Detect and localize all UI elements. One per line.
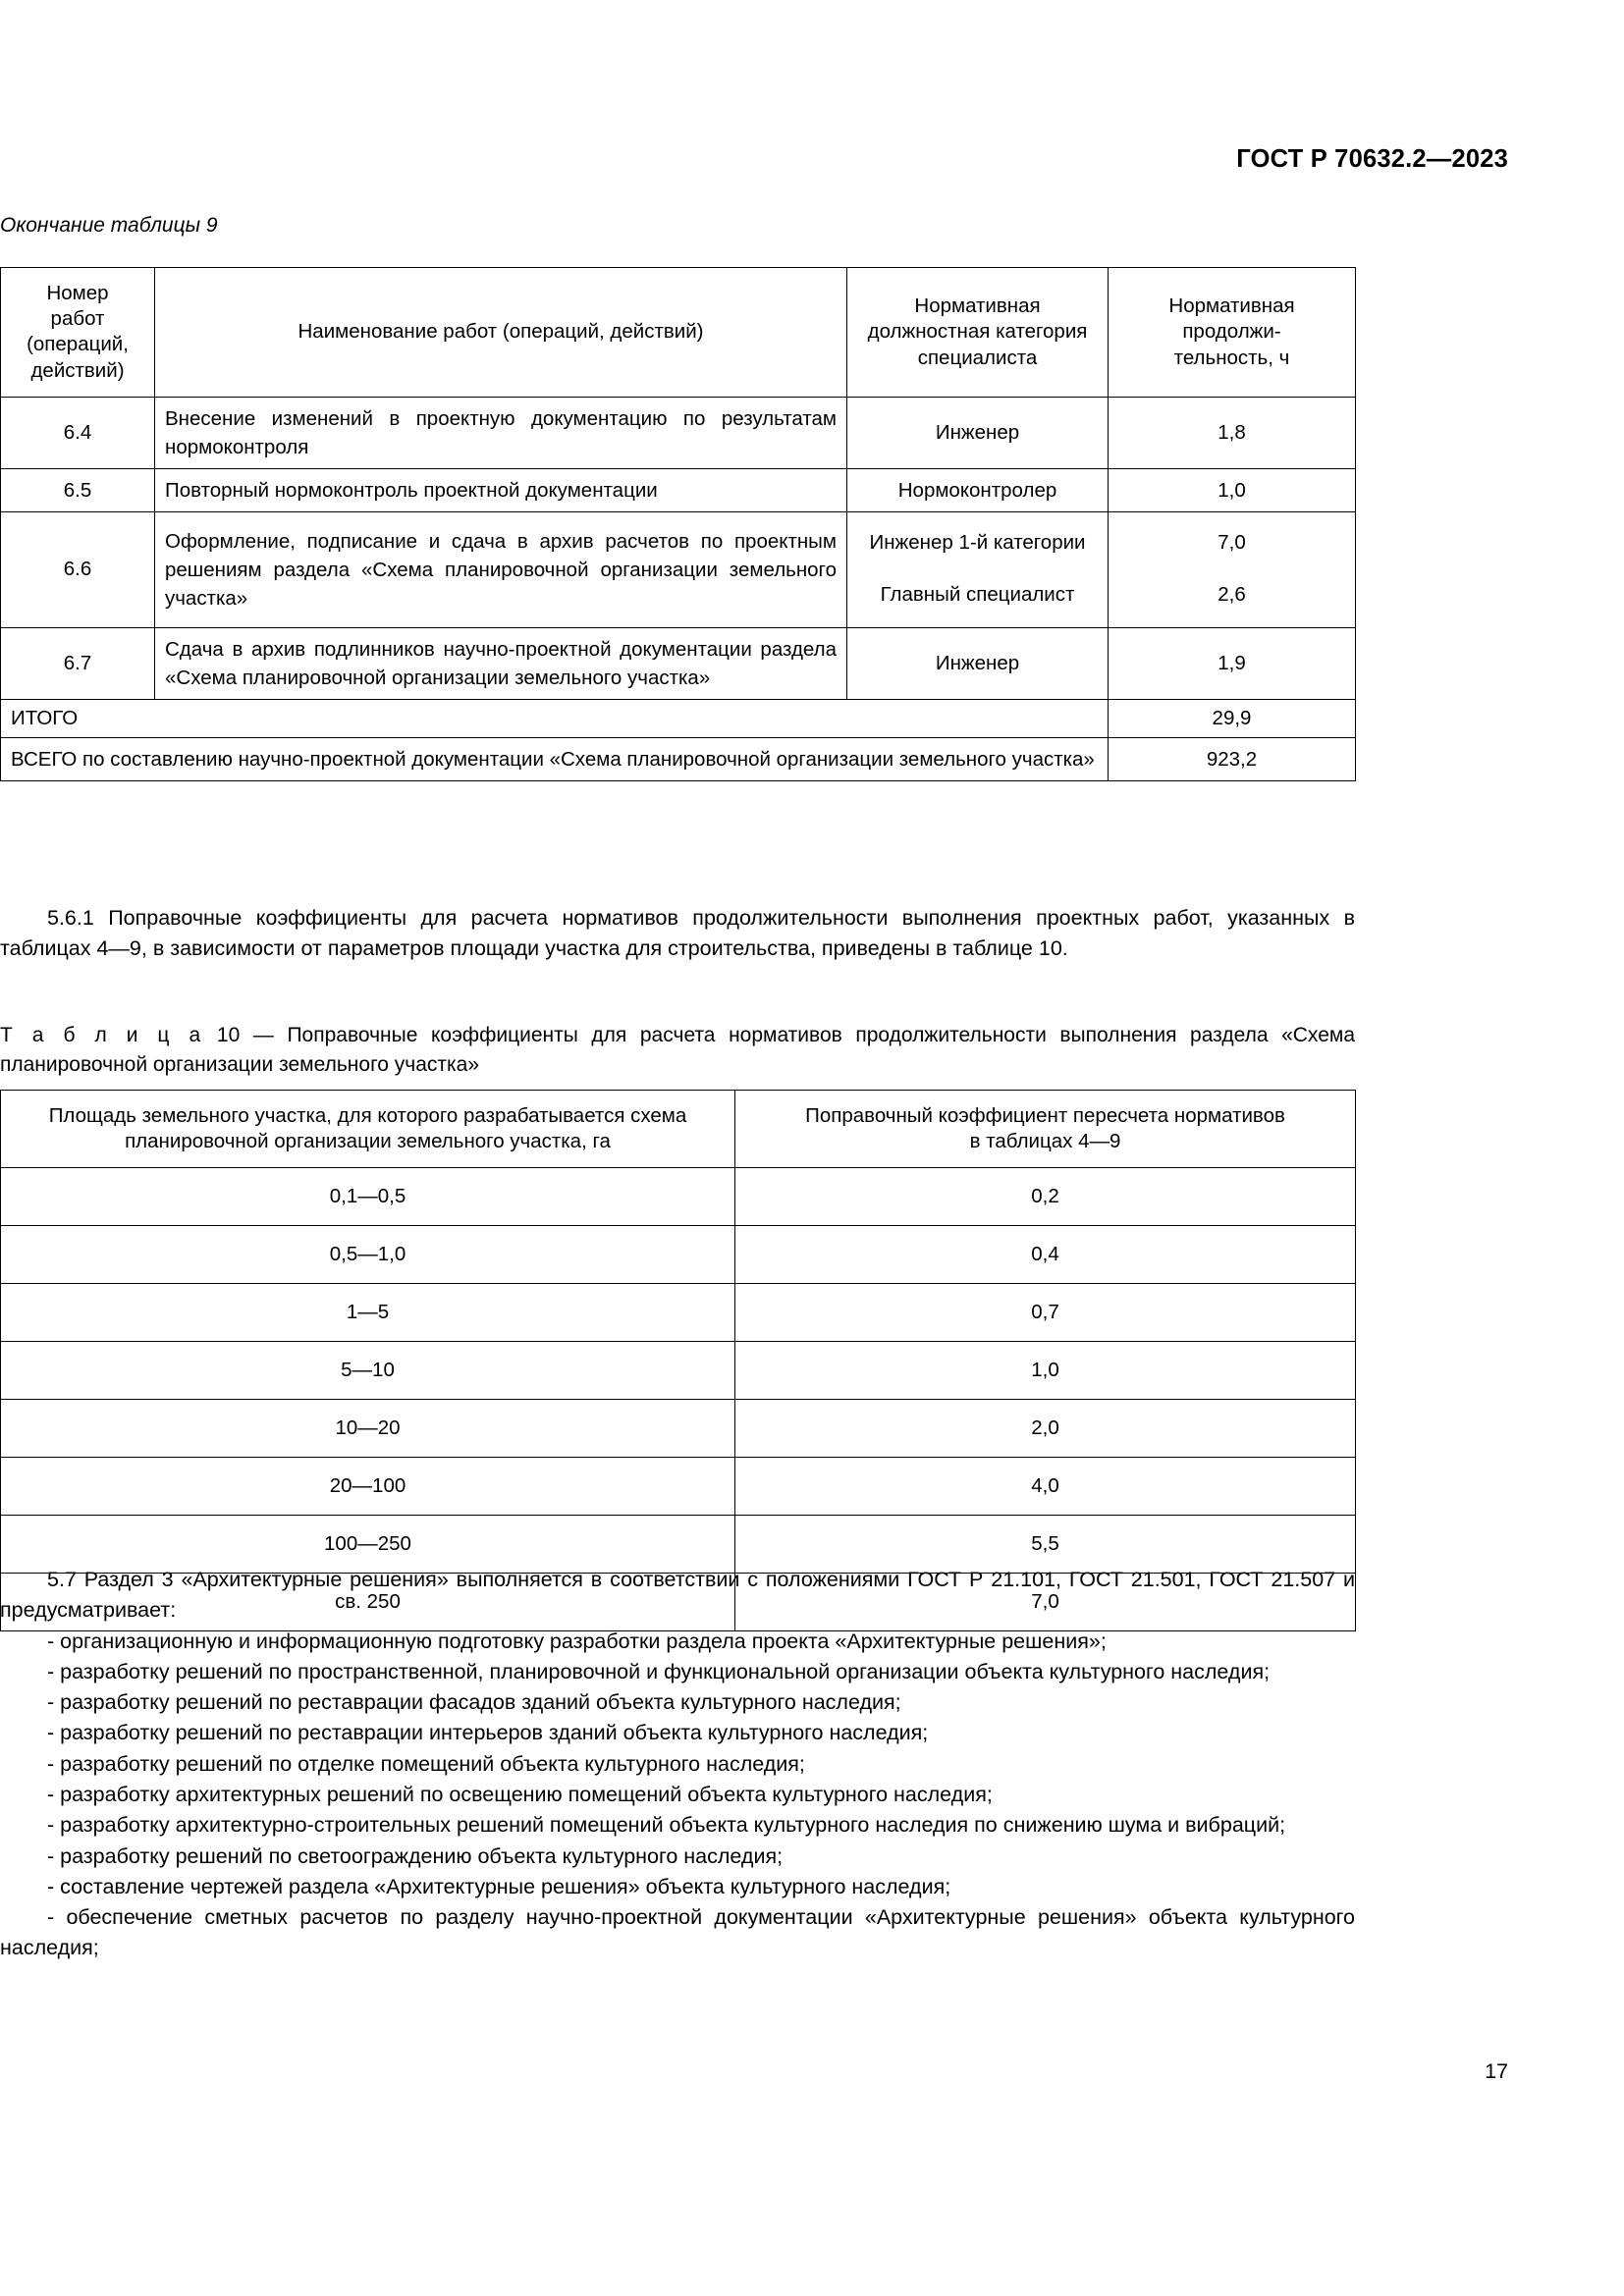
work-hours: 1,0 xyxy=(1109,469,1356,512)
total-label: ИТОГО xyxy=(1,699,1109,737)
table-row xyxy=(1,268,1356,398)
header-line: в таблицах 4—9 xyxy=(969,1130,1121,1153)
table-row xyxy=(1,1400,1356,1458)
section-5-7-item: - организационную и информационную подготовку разработки раздела проекта «Архитектурные решения»; xyxy=(47,1629,1107,1653)
table-9-continuation-caption: Окончание таблицы 9 xyxy=(0,214,218,237)
work-description: Повторный нормоконтроль проектной документации xyxy=(155,469,847,512)
header-line: Нормативная xyxy=(914,294,1041,318)
header-line: тельность, ч xyxy=(1173,346,1290,369)
area-range: 0,5—1,0 xyxy=(1,1226,735,1284)
work-number: 6.5 xyxy=(1,469,155,512)
table-row xyxy=(1,1168,1356,1226)
table-row xyxy=(1,627,1356,699)
work-role: Инженер xyxy=(847,397,1109,468)
work-number: 6.6 xyxy=(1,512,155,627)
grand-total-value: 923,2 xyxy=(1109,737,1356,781)
table-9-header xyxy=(1,268,1356,398)
header-line: (операций, xyxy=(27,333,129,356)
section-5-7-item: - разработку архитектурно-строительных решений помещений объекта культурного наследия по снижению шума и вибраций; xyxy=(47,1813,1286,1838)
work-hours: 1,8 xyxy=(1109,397,1356,468)
area-range: 1—5 xyxy=(1,1284,735,1342)
work-hours: 1,9 xyxy=(1109,627,1356,699)
table-10-caption-prefix: Т а б л и ц а xyxy=(0,1024,204,1046)
work-role: Инженер 1-й категории xyxy=(869,531,1086,555)
table-10-caption xyxy=(0,1021,1355,1081)
document-standard-header: ГОСТ Р 70632.2—2023 xyxy=(1236,145,1508,173)
table-10-caption-text: 10 — Поправочные коэффициенты для расчета нормативов продолжительности выполнения раздела «Схема планировочной организации земельного участка» xyxy=(0,1024,1355,1077)
work-hours: 7,0 xyxy=(1218,531,1246,555)
table-row xyxy=(1,1458,1356,1516)
area-range: 0,1—0,5 xyxy=(1,1168,735,1226)
area-range: св. 250 xyxy=(1,1574,735,1631)
table-9-col-header-duration xyxy=(1109,268,1356,398)
header-line: Площадь земельного участка, для которого разрабатывается схема xyxy=(48,1104,687,1127)
header-line: продолжи- xyxy=(1182,320,1281,344)
section-5-7-item: - разработку решений по светоограждению объекта культурного наследия; xyxy=(47,1843,784,1868)
paragraph-5-6-1-block xyxy=(0,903,1355,965)
table-10-col-header-coefficient xyxy=(735,1091,1356,1168)
table-9-col-header-description xyxy=(155,268,847,398)
grand-total-label: ВСЕГО по составлению научно-проектной документации «Схема планировочной организации земельного участка» xyxy=(1,737,1109,781)
table-row xyxy=(1,1091,1356,1168)
header-line: Поправочный коэффициент пересчета нормативов xyxy=(805,1104,1285,1127)
coefficient: 0,4 xyxy=(735,1226,1356,1284)
coefficient: 5,5 xyxy=(735,1516,1356,1574)
table-9-body xyxy=(1,397,1356,781)
header-line: работ xyxy=(50,307,105,331)
table-row xyxy=(1,1226,1356,1284)
paragraph-5-6-1: 5.6.1 Поправочные коэффициенты для расчета нормативов продолжительности выполнения проектных работ, указанных в таблицах 4—9, в зависимости от параметров площади участка для строительства, приведены в таблице 10. xyxy=(0,906,1355,961)
area-range: 10—20 xyxy=(1,1400,735,1458)
table-row xyxy=(1,1342,1356,1400)
section-5-7-item: - разработку решений по реставрации фасадов зданий объекта культурного наследия; xyxy=(47,1690,901,1715)
header-line: специалиста xyxy=(917,346,1038,369)
table-row xyxy=(1,1284,1356,1342)
section-5-7-intro: 5.7 Раздел 3 «Архитектурные решения» выполняется в соответствии с положениями ГОСТ Р 21.101, ГОСТ 21.501, ГОСТ 21.507 и предусматривает: xyxy=(0,1568,1355,1623)
work-role: Нормоконтролер xyxy=(847,469,1109,512)
section-5-7-item: - разработку архитектурных решений по освещению помещений объекта культурного наследия; xyxy=(47,1782,993,1806)
coefficient: 1,0 xyxy=(735,1342,1356,1400)
table-row xyxy=(1,469,1356,512)
table-10-header xyxy=(1,1091,1356,1168)
coefficient: 0,2 xyxy=(735,1168,1356,1226)
section-5-7-item: - составление чертежей раздела «Архитектурные решения» объекта культурного наследия; xyxy=(47,1874,951,1898)
table-row xyxy=(1,397,1356,468)
table-10-col-header-area xyxy=(1,1091,735,1168)
work-role: Инженер xyxy=(847,627,1109,699)
coefficient: 2,0 xyxy=(735,1400,1356,1458)
table-9-col-header-role xyxy=(847,268,1109,398)
work-number: 6.7 xyxy=(1,627,155,699)
table-row xyxy=(1,512,1356,627)
section-5-7-item: - разработку решений по реставрации интерьеров зданий объекта культурного наследия; xyxy=(47,1721,929,1745)
work-description: Сдача в архив подлинников научно-проектной документации раздела «Схема планировочной организации земельного участка» xyxy=(155,627,847,699)
area-range: 5—10 xyxy=(1,1342,735,1400)
section-5-7-item: - разработку решений по отделке помещений объекта культурного наследия; xyxy=(47,1751,805,1776)
section-5-7-block xyxy=(0,1565,1355,1964)
work-role: Главный специалист xyxy=(880,582,1075,606)
coefficient: 7,0 xyxy=(735,1574,1356,1631)
total-value: 29,9 xyxy=(1109,699,1356,737)
table-9 xyxy=(0,267,1356,781)
work-description: Оформление, подписание и сдача в архив расчетов по проектным решениям раздела «Схема планировочной организации земельного участка» xyxy=(155,512,847,627)
work-hours-stack xyxy=(1109,512,1356,627)
coefficient: 0,7 xyxy=(735,1284,1356,1342)
work-role-stack xyxy=(847,512,1109,627)
table-10-body xyxy=(1,1168,1356,1631)
header-line: должностная категория xyxy=(867,320,1088,344)
header-line: действий) xyxy=(30,358,125,382)
section-5-7-item: - разработку решений по пространственной, планировочной и функциональной организации объекта культурного наследия; xyxy=(47,1659,1271,1683)
table-row-total xyxy=(1,699,1356,737)
area-range: 20—100 xyxy=(1,1458,735,1516)
coefficient: 4,0 xyxy=(735,1458,1356,1516)
header-line: Нормативная xyxy=(1168,294,1295,318)
section-5-7-item: - обеспечение сметных расчетов по разделу научно-проектной документации «Архитектурные решения» объекта культурного наследия; xyxy=(0,1905,1355,1960)
header-line: Наименование работ (операций, действий) xyxy=(298,320,704,344)
work-description: Внесение изменений в проектную документацию по результатам нормоконтроля xyxy=(155,397,847,468)
header-line: планировочной организации земельного участка, га xyxy=(125,1130,611,1153)
page-number: 17 xyxy=(1485,2059,1508,2083)
area-range: 100—250 xyxy=(1,1516,735,1574)
work-number: 6.4 xyxy=(1,397,155,468)
header-line: Номер xyxy=(46,282,109,304)
work-hours: 2,6 xyxy=(1218,582,1246,606)
table-10 xyxy=(0,1090,1356,1631)
table-9-col-header-number xyxy=(1,268,155,398)
table-row-grand-total xyxy=(1,737,1356,781)
